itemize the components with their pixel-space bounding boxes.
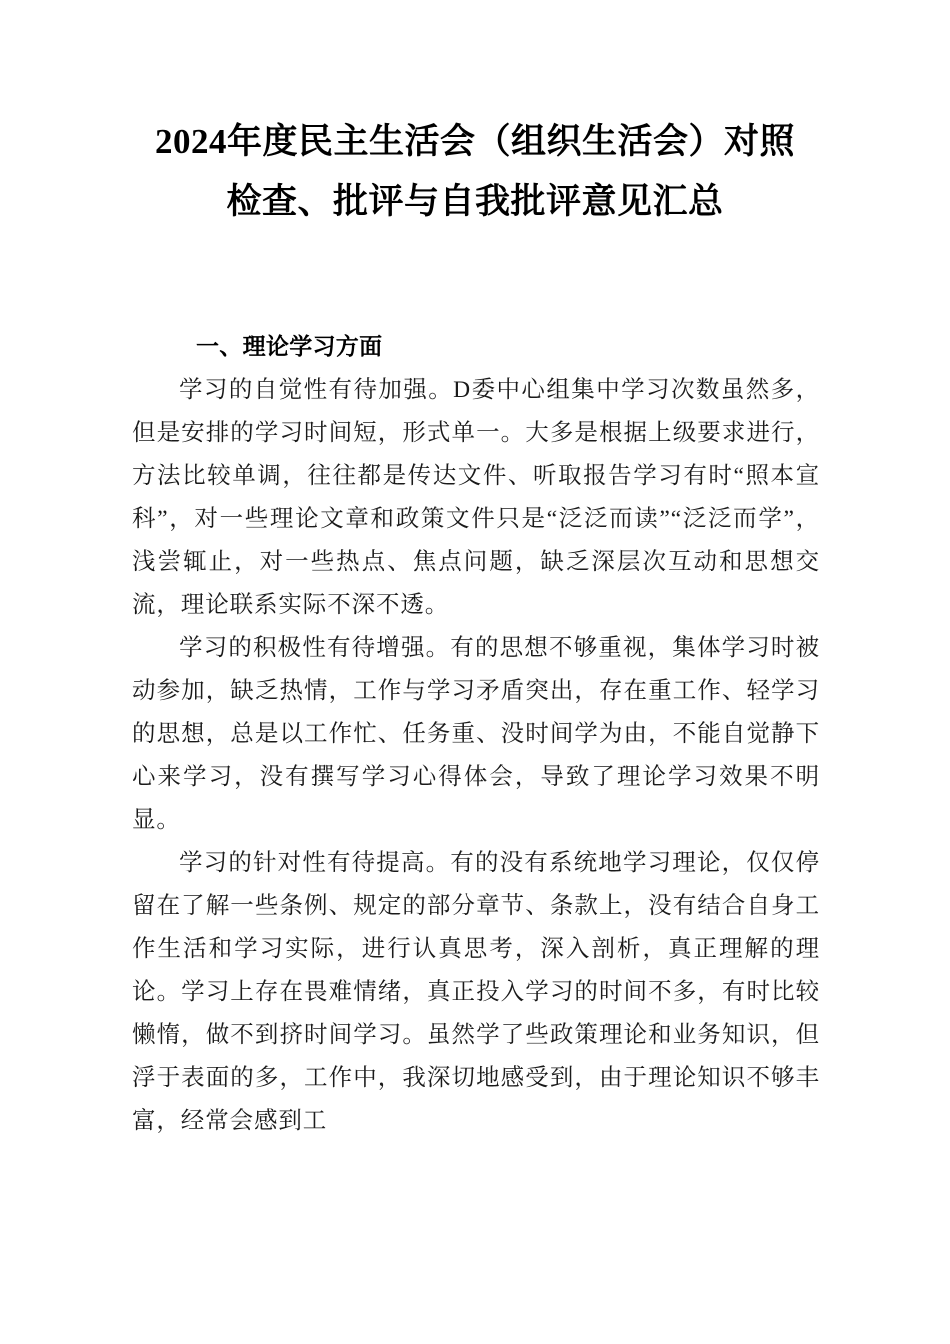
body-paragraph: 学习的积极性有待增强。有的思想不够重视，集体学习时被动参加，缺乏热情，工作与学习矛盾突出，存在重工作、轻学习的思想，总是以工作忙、任务重、没时间学为由，不能自觉静下心来学习，没有撰写学习心得体会，导致了理论学习效果不明显。: [132, 635, 820, 833]
page-title-line-2: 检查、批评与自我批评意见汇总: [226, 182, 724, 221]
document-body: [132, 326, 820, 1143]
body-paragraph: 学习的自觉性有待加强。D委中心组集中学习次数虽然多，但是安排的学习时间短，形式单一。大多是根据上级要求进行，方法比较单调，往往都是传达文件、听取报告学习有时“照本宣科”，对一些理论文章和政策文件只是“泛泛而读”“泛泛而学”，浅尝辄止，对一些热点、焦点问题，缺乏深层次互动和思想交流，理论联系实际不深不透。: [132, 377, 820, 618]
section-heading-theoretical-study: 一、理论学习方面: [196, 334, 383, 360]
page-title-line-1: 2024年度民主生活会（组织生活会）对照: [154, 122, 795, 161]
body-paragraph: 学习的针对性有待提高。有的没有系统地学习理论，仅仅停留在了解一些条例、规定的部分章节、条款上，没有结合自身工作生活和学习实际，进行认真思考，深入剖析，真正理解的理论。学习上存在畏难情绪，真正投入学习的时间不多，有时比较懒惰，做不到挤时间学习。虽然学了些政策理论和业务知识，但浮于表面的多，工作中，我深切地感受到，由于理论知识不够丰富，经常会感到工: [132, 850, 820, 1134]
page-title: [140, 112, 810, 232]
